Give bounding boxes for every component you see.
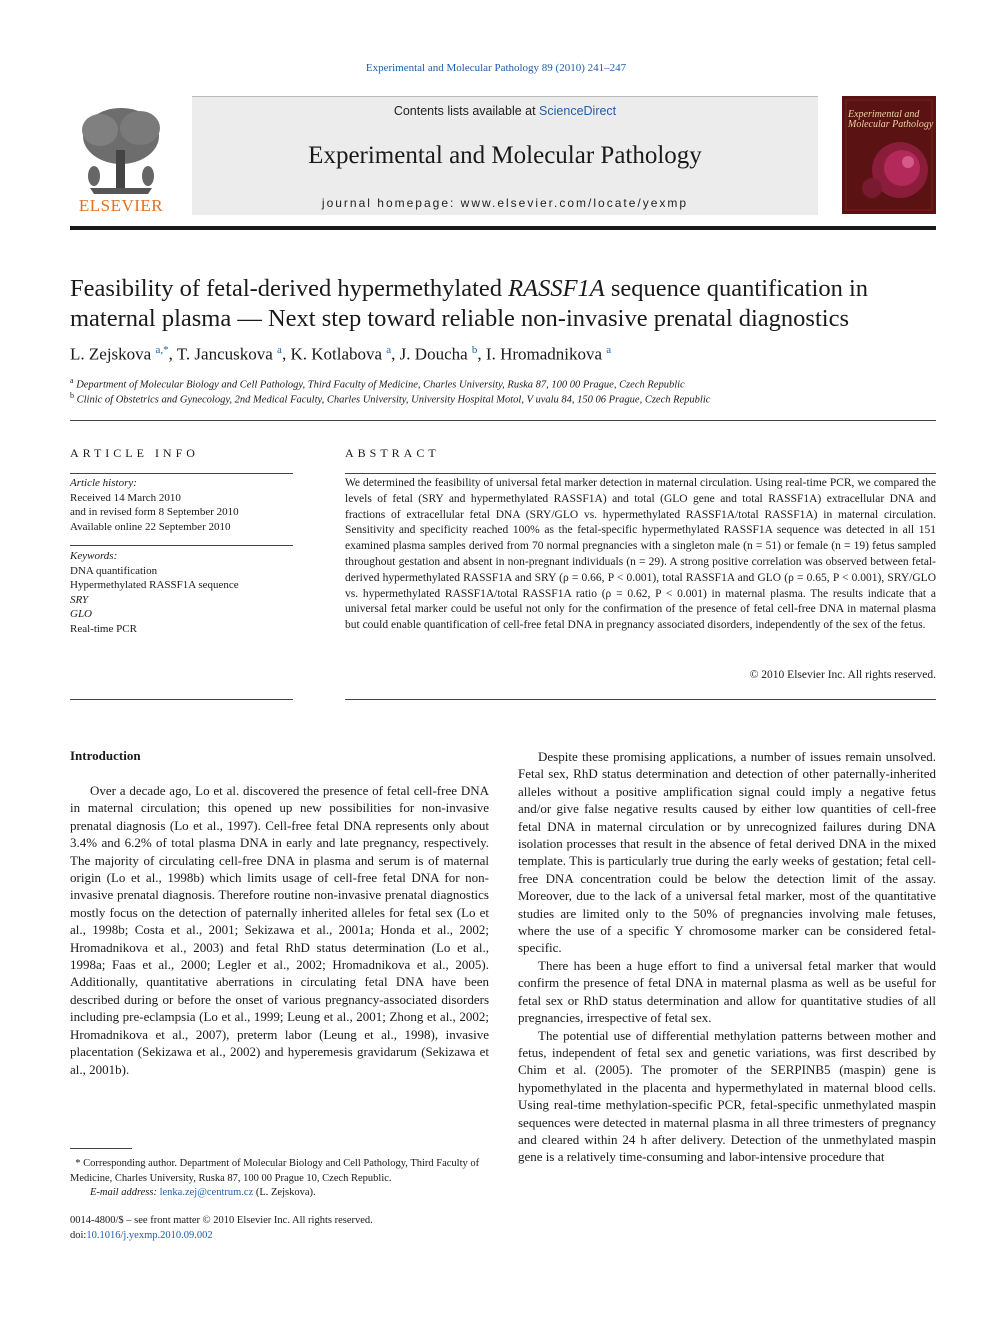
history-label: Article history: bbox=[70, 477, 137, 489]
author-affiliation-marker[interactable]: a bbox=[386, 344, 392, 356]
keywords-block bbox=[70, 549, 293, 636]
divider bbox=[70, 699, 293, 700]
divider bbox=[70, 473, 293, 474]
article-info-heading: ARTICLE INFO bbox=[70, 446, 199, 460]
keyword: DNA quantification bbox=[70, 564, 158, 577]
doi-label: doi: bbox=[70, 1229, 87, 1241]
header-divider bbox=[70, 226, 936, 230]
online-date: Available online 22 September 2010 bbox=[70, 520, 231, 533]
issn-line: 0014-4800/$ – see front matter © 2010 Elsevier Inc. All rights reserved. bbox=[70, 1215, 373, 1226]
author: I. Hromadnikova bbox=[485, 344, 603, 364]
abstract-copyright: © 2010 Elsevier Inc. All rights reserved. bbox=[749, 669, 936, 681]
article-history bbox=[70, 476, 293, 534]
footnote-marker: * bbox=[75, 1158, 81, 1169]
keyword: GLO bbox=[70, 608, 93, 620]
body-paragraph: Over a decade ago, Lo et al. discovered the presence of fetal cell-free DNA in maternal circulation; this opened up new possibilities for non-invasive prenatal diagnosis (Lo et al., 1997). Cell-free fetal DNA represents only about 3.4% and 6.2% of total plasma DNA in early and late pregnancy, respectively. The majority of circulating cell-free DNA in plasma and serum is of maternal origin (Lo et al., 1998b) which limits usage of cell-free fetal DNA for non-invasive prenatal diagnosis. Therefore routine non-invasive prenatal diagnostics mostly focus on the detection of paternally inherited alleles for fetal sex (Lo et al., 1998b; Costa et al., 2001; Sekizawa et al., 2001a; Honda et al., 2002; Hromadnikova et al., 2003) and fetal RhD status determination (Lo et al., 1998a; Faas et al., 2000; Legler et al., 2002; Hromadnikova et al., 2005). Additionally, quantitative aberrations in circulating fetal DNA have been described during or before the onset of various pregnancy-associated disorders including pre-eclampsia (Lo et al., 1999; Leung et al., 2001; Zhong et al., 2002; Hromadnikova et al., 2007), preterm labor (Leung et al., 1998), invasive placentation (Sekizawa et al., 2002) and hyperemesis gravidarum (Sekizawa et al., 2001b). bbox=[70, 783, 489, 1077]
keyword: Hypermethylated RASSF1A sequence bbox=[70, 579, 239, 591]
email-label: E-mail address: bbox=[90, 1187, 157, 1198]
keywords-label: Keywords: bbox=[70, 550, 118, 562]
publisher-name: ELSEVIER bbox=[78, 196, 164, 215]
footnote-divider bbox=[70, 1148, 132, 1149]
abstract-heading: ABSTRACT bbox=[345, 446, 440, 460]
email-suffix: (L. Zejskova). bbox=[255, 1187, 316, 1198]
affiliation-marker: b bbox=[70, 391, 74, 400]
body-paragraph: The potential use of differential methylation patterns between mother and fetus, independent of fetal sex and genetic variations, was first described by Chim et al. (2005). The promoter of the SERPINB5 (maspin) gene is hypomethylated in the placenta and hypermethylated in maternal blood cells. Using real-time methylation-specific PCR, fetal-specific unmethylated maspin sequences were detected in maternal plasma in all three trimesters of pregnancy and cleared within 24 h after delivery. Detection of the unmethylated maspin gene is a relatively time-consuming and labor-intensive procedure that bbox=[518, 1027, 936, 1165]
title-gene: RASSF1A bbox=[508, 275, 605, 302]
introduction-heading: Introduction bbox=[70, 748, 141, 763]
author: L. Zejskova bbox=[70, 344, 152, 364]
article-title bbox=[70, 274, 936, 334]
journal-homepage[interactable]: journal homepage: www.elsevier.com/locate/yexmp bbox=[321, 196, 689, 210]
title-part-1: Feasibility of fetal-derived hypermethylated bbox=[70, 275, 509, 302]
author: J. Doucha bbox=[399, 344, 468, 364]
sciencedirect-link[interactable]: ScienceDirect bbox=[539, 104, 617, 118]
keyword: Real-time PCR bbox=[70, 622, 137, 635]
body-column-right bbox=[518, 748, 936, 1166]
footnote-text: Corresponding author. Department of Molecular Biology and Cell Pathology, Third Faculty of Medicine, Charles University, Ruska 87, 100 00 Prague 10, Czech Republic. bbox=[70, 1158, 480, 1184]
email-link[interactable]: lenka.zej@centrum.cz bbox=[159, 1187, 254, 1198]
doi-link[interactable]: 10.1016/j.yexmp.2010.09.002 bbox=[86, 1229, 213, 1241]
title-part-2: sequence quantification in maternal plasma — Next step toward reliable non-invasive prenatal diagnostics bbox=[70, 275, 869, 332]
affiliation-b bbox=[70, 391, 936, 406]
body-paragraph: There has been a huge effort to find a universal fetal marker that would confirm the presence of fetal DNA in maternal plasma as well as be useful for fetal sex or RhD status determination and allow for quantitative studies of all pregnancies, irrespective of fetal sex. bbox=[518, 957, 936, 1026]
affiliation-marker: a bbox=[70, 376, 74, 385]
front-matter-info bbox=[70, 1214, 490, 1243]
divider bbox=[70, 545, 293, 546]
received-date: Received 14 March 2010 bbox=[70, 491, 181, 504]
abstract-text: We determined the feasibility of universal fetal marker detection in maternal circulation. Using real-time PCR, we compared the levels of fetal (SRY and hypermethylated RASSF1A) and total (GLO gene and total RASSF1A) extracellular DNA and fractions of extracellular fetal DNA (SRY/GLO vs. hypermethylated RASSF1A/total RASSF1A) in maternal circulation. Sensitivity and specificity reached 100% as the fetal-specific hypermethylated RASSF1A sequence was detected in all 151 examined plasma samples derived from 70 normal pregnancies with a singleton male (n = 51) or female (n = 19) fetus sampled throughout gestation and absent in non-pregnant individuals (n = 29). A strong positive correlation was observed between fetal-derived hypermethylated RASSF1A and SRY (ρ = 0.66, P < 0.001), total RASSF1A and GLO (ρ = 0.65, P < 0.001), SRY/GLO vs. hypermethylated RASSF1A/total RASSF1A ratio (ρ = 0.62, P < 0.001) in maternal plasma. The results indicate that a universal fetal marker could be useful not only for the confirmation of the presence of fetal cell-free DNA in maternal plasma but could enable quantification of cell-free fetal DNA in pregnancy associated disorders, independently of the sex of the fetus. bbox=[345, 477, 936, 632]
author: T. Jancuskova bbox=[176, 344, 273, 364]
body-paragraph: Despite these promising applications, a number of issues remain unsolved. Fetal sex, RhD status determination and detection of other paternally-inherited alleles without a positive amplification signal could imply a negative fetus and/or give false negative results caused by either low quantities of cell-free fetal DNA in maternal circulation or by unrecognized failures during DNA isolation processes that result in the absence of fetal derived DNA in the mixed template. This is particularly true during the early weeks of gestation; fetal cell-free DNA concentration could be below the detection limit of the assay. Moreover, due to the lack of a universal fetal marker, most of the quantitative studies are limited only to the 50% of pregnancies involving male fetuses, where the use of a specific Y chromosome marker can be considered fetal-specific. bbox=[518, 749, 936, 956]
author: K. Kotlabova bbox=[290, 344, 383, 364]
author-affiliation-marker[interactable]: a,* bbox=[155, 344, 169, 356]
author-affiliation-marker[interactable]: a bbox=[606, 344, 612, 356]
journal-cover-thumbnail[interactable] bbox=[842, 96, 936, 214]
affiliation-a bbox=[70, 376, 936, 391]
revised-date: and in revised form 8 September 2010 bbox=[70, 506, 239, 518]
author-list: L. Zejskova $^{a,*}$, T. Jancuskova $^a$, K. Kotlabova $^a$, J. Doucha $^b$, I. Hromadnikova $^a$ bbox=[70, 344, 612, 364]
journal-reference[interactable]: Experimental and Molecular Pathology 89 (2010) 241–247 bbox=[365, 62, 627, 74]
contents-available-line bbox=[192, 104, 818, 118]
keyword: SRY bbox=[70, 593, 89, 606]
title-divider bbox=[70, 420, 936, 421]
body-column-left bbox=[70, 782, 489, 1078]
contents-prefix: Contents lists available at bbox=[393, 104, 540, 118]
divider bbox=[345, 699, 936, 700]
affiliation-text: Clinic of Obstetrics and Gynecology, 2nd Medical Faculty, Charles University, University Hospital Motol, V uvalu 84, 150 06 Prague, Czech Republic bbox=[76, 394, 711, 406]
divider bbox=[345, 473, 936, 474]
journal-title: Experimental and Molecular Pathology bbox=[308, 142, 702, 169]
corresponding-author-footnote bbox=[70, 1157, 490, 1201]
author-affiliation-marker[interactable]: b bbox=[471, 344, 478, 356]
author-affiliation-marker[interactable]: a bbox=[277, 344, 282, 356]
affiliation-text: Department of Molecular Biology and Cell Pathology, Third Faculty of Medicine, Charles University, Ruska 87, 100 00 Prague, Czech Republic bbox=[76, 379, 685, 391]
cover-title: Experimental and Molecular Pathology bbox=[848, 109, 934, 130]
